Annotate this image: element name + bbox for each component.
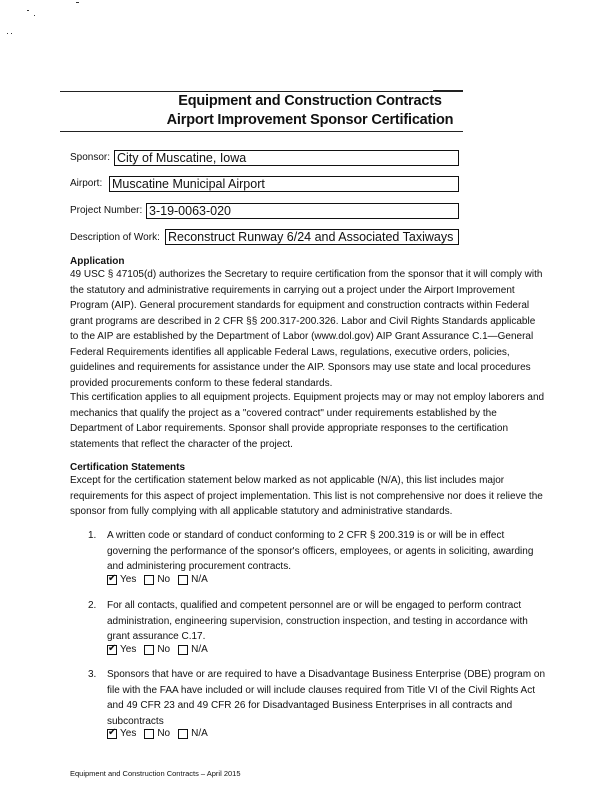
page-footer: Equipment and Construction Contracts – April 2015: [70, 769, 241, 778]
option-na[interactable]: N/A: [178, 574, 208, 585]
description-field[interactable]: Reconstruct Runway 6/24 and Associated Taxiways: [165, 229, 459, 245]
checkbox-icon[interactable]: [144, 729, 154, 739]
airport-label: Airport:: [70, 178, 103, 189]
certification-intro: Except for the certification statement below marked as not applicable (N/A), this list includes major requirements for this aspect of project implementation. This list is not comprehensive nor does it relieve the sponsor from fully complying with all applicable statutory and administrative standards.: [70, 475, 543, 517]
scan-artifact: [76, 2, 79, 3]
application-paragraph-2: This certification applies to all equipment projects. Equipment projects may or may not employ laborers and mechanics that qualify the project as a "covered contract" under requirements established by the Department of Labor requirements. Sponsor shall provide appropriate responses to the certification statements that reflect the character of the project.: [70, 392, 545, 450]
statement-3-options: [107, 728, 216, 739]
option-no[interactable]: No: [144, 644, 170, 655]
application-heading: Application: [70, 256, 125, 267]
checkbox-icon[interactable]: [144, 645, 154, 655]
checkbox-checked-icon[interactable]: [107, 575, 117, 585]
description-label: Description of Work:: [70, 232, 160, 243]
title-top-rule-right: [433, 90, 463, 91]
title-top-rule: [60, 91, 463, 92]
scan-artifact: [7, 33, 8, 34]
option-na[interactable]: N/A: [178, 728, 208, 739]
option-na[interactable]: N/A: [178, 644, 208, 655]
scan-artifact: [34, 15, 35, 16]
checkbox-checked-icon[interactable]: [107, 645, 117, 655]
statement-text: Sponsors that have or are required to have a Disadvantage Business Enterprise (DBE) program on file with the FAA have included or will include clauses required from Title VI of the Civil Rights Act and 49 CFR 23 and 49 CFR 26 for Disadvantaged Business Enterprises in all contracts and subcontracts: [107, 669, 546, 727]
statement-number: 1.: [88, 530, 97, 541]
statement-text: A written code or standard of conduct conforming to 2 CFR § 200.319 is or will be in effect governing the performance of the sponsor's officers, employees, or agents in soliciting, awarding and administering procurement contracts.: [107, 530, 534, 572]
certification-heading: Certification Statements: [70, 462, 186, 473]
title-bottom-rule: [60, 131, 463, 132]
statement-number: 3.: [88, 669, 97, 680]
airport-field[interactable]: Muscatine Municipal Airport: [109, 176, 459, 192]
project-number-field[interactable]: 3-19-0063-020: [146, 203, 459, 219]
statement-number: 2.: [88, 600, 97, 611]
checkbox-checked-icon[interactable]: [107, 729, 117, 739]
checkbox-icon[interactable]: [178, 575, 188, 585]
statement-2-options: [107, 644, 216, 655]
option-yes[interactable]: ✔ Yes: [107, 644, 136, 655]
sponsor-field[interactable]: City of Muscatine, Iowa: [114, 150, 459, 166]
option-yes[interactable]: ✔ Yes: [107, 728, 136, 739]
checkbox-icon[interactable]: [178, 729, 188, 739]
option-no[interactable]: No: [144, 574, 170, 585]
sponsor-label: Sponsor:: [70, 152, 111, 163]
statement-text: For all contacts, qualified and competent personnel are or will be engaged to perform contract administration, engineering supervision, construction inspection, and testing in accordance with grant assurance C.17.: [107, 600, 528, 642]
option-no[interactable]: No: [144, 728, 170, 739]
scan-artifact: [11, 33, 12, 34]
statement-1-options: [107, 574, 216, 585]
project-number-label: Project Number:: [70, 205, 143, 216]
option-yes[interactable]: ✔ Yes: [107, 574, 136, 585]
document-title: Equipment and Construction Contracts: [178, 93, 442, 109]
scan-artifact: [27, 10, 29, 11]
document-subtitle: Airport Improvement Sponsor Certification: [166, 112, 454, 128]
checkbox-icon[interactable]: [178, 645, 188, 655]
application-paragraph: 49 USC § 47105(d) authorizes the Secretary to require certification from the sponsor that it will comply with the statutory and administrative requirements in carrying out a project under the Airport Improvement Program (AIP). General procurement standards for equipment and construction contracts within Federal grant programs are described in 2 CFR §§ 200.317-200.326. Labor and Civil Rights Standards applicable to the AIP are established by the Department of Labor (www.dol.gov) AIP Grant Assurance C.1—General Federal Requirements identifies all applicable Federal Laws, regulations, executive orders, policies, guidelines and requirements for assistance under the AIP. Sponsors may use state and local procedures provided procurements conform to these federal standards.: [70, 269, 543, 389]
checkbox-icon[interactable]: [144, 575, 154, 585]
